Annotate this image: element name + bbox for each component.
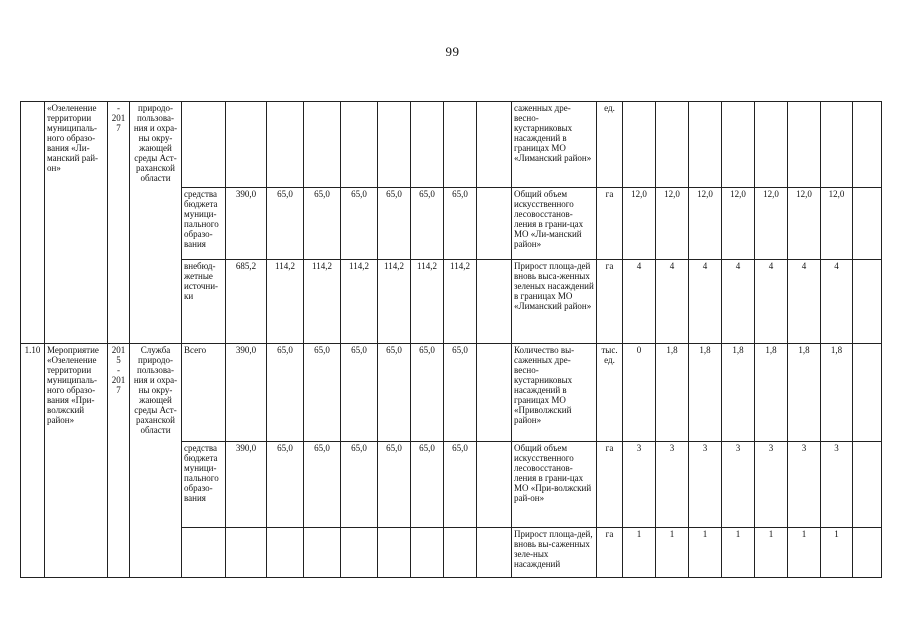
measure-name-cell: «Озеленение территории муниципаль-ного образо-вания «Ли-манский рай-он»: [45, 102, 108, 344]
executor-cell: Служба природо-пользова-ния и охра-ны окру-жающей среды Аст-раханской области: [130, 344, 182, 578]
funding-value-cell: 65,0: [411, 188, 444, 260]
funding-value-cell: 390,0: [226, 188, 267, 260]
indicator-value-cell: 4: [755, 260, 788, 344]
funding-value-cell: [477, 528, 512, 578]
funding-source-cell: [182, 528, 226, 578]
unit-cell: ед.: [597, 102, 623, 188]
unit-cell: га: [597, 260, 623, 344]
extra-cell: [853, 188, 882, 260]
funding-value-cell: 114,2: [378, 260, 411, 344]
extra-cell: [853, 442, 882, 528]
indicator-value-cell: [788, 102, 821, 188]
extra-cell: [853, 528, 882, 578]
program-table: [20, 101, 882, 578]
indicator-cell: Прирост площа-дей вновь выса-женных зеленых насаждений в границах МО «Лиманский район»: [512, 260, 597, 344]
funding-value-cell: 65,0: [411, 442, 444, 528]
funding-value-cell: 65,0: [444, 188, 477, 260]
executor-cell: природо-пользова-ния и охра-ны окру-жающей среды Аст-раханской области: [130, 102, 182, 344]
indicator-value-cell: 4: [623, 260, 656, 344]
indicator-value-cell: 3: [656, 442, 689, 528]
row-number-cell: [21, 102, 45, 344]
indicator-value-cell: 12,0: [623, 188, 656, 260]
funding-value-cell: [267, 528, 304, 578]
funding-value-cell: 65,0: [444, 344, 477, 442]
indicator-value-cell: 0: [623, 344, 656, 442]
funding-value-cell: 114,2: [304, 260, 341, 344]
indicator-value-cell: 1: [656, 528, 689, 578]
indicator-value-cell: [755, 102, 788, 188]
indicator-value-cell: 4: [788, 260, 821, 344]
funding-value-cell: 65,0: [341, 442, 378, 528]
indicator-value-cell: [722, 102, 755, 188]
funding-value-cell: [267, 102, 304, 188]
funding-value-cell: 65,0: [444, 442, 477, 528]
extra-cell: [853, 102, 882, 188]
table-row: [21, 102, 882, 188]
funding-value-cell: [477, 260, 512, 344]
indicator-cell: Общий объем искусственного лесовосстанов-ления в грани-цах МО «При-волжский рай-он»: [512, 442, 597, 528]
indicator-value-cell: 1: [755, 528, 788, 578]
funding-source-cell: средства бюджета муници-пального образо-вания: [182, 188, 226, 260]
page-number: 99: [445, 44, 460, 59]
indicator-value-cell: [623, 102, 656, 188]
row-number-cell: 1.10: [21, 344, 45, 578]
funding-value-cell: [341, 528, 378, 578]
funding-value-cell: 65,0: [267, 188, 304, 260]
indicator-value-cell: 12,0: [722, 188, 755, 260]
funding-source-cell: внебюд-жетные источни-ки: [182, 260, 226, 344]
funding-value-cell: 65,0: [304, 344, 341, 442]
funding-source-cell: Всего: [182, 344, 226, 442]
indicator-value-cell: 3: [689, 442, 722, 528]
funding-value-cell: [304, 102, 341, 188]
indicator-value-cell: 3: [722, 442, 755, 528]
indicator-value-cell: 1,8: [656, 344, 689, 442]
indicator-value-cell: 12,0: [689, 188, 722, 260]
indicator-value-cell: 3: [755, 442, 788, 528]
funding-source-cell: [182, 102, 226, 188]
funding-value-cell: 65,0: [378, 344, 411, 442]
funding-value-cell: 65,0: [341, 344, 378, 442]
indicator-value-cell: 1,8: [722, 344, 755, 442]
funding-value-cell: 114,2: [341, 260, 378, 344]
funding-value-cell: [477, 102, 512, 188]
funding-value-cell: 114,2: [411, 260, 444, 344]
indicator-value-cell: 1,8: [689, 344, 722, 442]
indicator-value-cell: 1: [689, 528, 722, 578]
funding-value-cell: 114,2: [444, 260, 477, 344]
indicator-value-cell: 4: [821, 260, 853, 344]
indicator-value-cell: [821, 102, 853, 188]
indicator-value-cell: 3: [623, 442, 656, 528]
indicator-value-cell: 1,8: [755, 344, 788, 442]
funding-value-cell: [477, 442, 512, 528]
funding-value-cell: [378, 102, 411, 188]
indicator-value-cell: 1: [623, 528, 656, 578]
funding-value-cell: 685,2: [226, 260, 267, 344]
indicator-value-cell: 1,8: [821, 344, 853, 442]
indicator-value-cell: 1: [788, 528, 821, 578]
funding-value-cell: 65,0: [304, 188, 341, 260]
funding-value-cell: [444, 528, 477, 578]
indicator-value-cell: 12,0: [788, 188, 821, 260]
indicator-value-cell: 1: [821, 528, 853, 578]
funding-value-cell: 65,0: [267, 344, 304, 442]
indicator-value-cell: 4: [722, 260, 755, 344]
funding-value-cell: [477, 188, 512, 260]
indicator-cell: Количество вы-саженных дре-весно-кустарниковых насаждений в границах МО «Приволжский район»: [512, 344, 597, 442]
funding-source-cell: средства бюджета муници-пального образо-вания: [182, 442, 226, 528]
funding-value-cell: 65,0: [378, 188, 411, 260]
funding-value-cell: [341, 102, 378, 188]
indicator-value-cell: [656, 102, 689, 188]
indicator-cell: Прирост площа-дей, вновь вы-саженных зеле-ных насаждений: [512, 528, 597, 578]
funding-value-cell: 390,0: [226, 344, 267, 442]
funding-value-cell: 65,0: [304, 442, 341, 528]
funding-value-cell: [226, 102, 267, 188]
indicator-value-cell: 4: [656, 260, 689, 344]
funding-value-cell: 65,0: [411, 344, 444, 442]
indicator-value-cell: 3: [788, 442, 821, 528]
funding-value-cell: 390,0: [226, 442, 267, 528]
indicator-value-cell: 1: [722, 528, 755, 578]
indicator-cell: саженных дре-весно-кустарниковых насаждений в границах МО «Лиманский район»: [512, 102, 597, 188]
years-cell: - 2017: [108, 102, 130, 344]
unit-cell: тыс. ед.: [597, 344, 623, 442]
funding-value-cell: [477, 344, 512, 442]
funding-value-cell: [378, 528, 411, 578]
funding-value-cell: [304, 528, 341, 578]
indicator-cell: Общий объем искусственного лесовосстанов-ления в грани-цах МО «Ли-манский район»: [512, 188, 597, 260]
indicator-value-cell: 1,8: [788, 344, 821, 442]
unit-cell: га: [597, 442, 623, 528]
unit-cell: га: [597, 188, 623, 260]
funding-value-cell: [226, 528, 267, 578]
years-cell: 2015 - 2017: [108, 344, 130, 578]
indicator-value-cell: [689, 102, 722, 188]
table-row: [21, 344, 882, 442]
indicator-value-cell: 4: [689, 260, 722, 344]
funding-value-cell: 114,2: [267, 260, 304, 344]
funding-value-cell: 65,0: [267, 442, 304, 528]
funding-value-cell: [411, 528, 444, 578]
indicator-value-cell: 3: [821, 442, 853, 528]
extra-cell: [853, 344, 882, 442]
funding-value-cell: 65,0: [341, 188, 378, 260]
indicator-value-cell: 12,0: [821, 188, 853, 260]
funding-value-cell: 65,0: [378, 442, 411, 528]
funding-value-cell: [411, 102, 444, 188]
extra-cell: [853, 260, 882, 344]
funding-value-cell: [444, 102, 477, 188]
measure-name-cell: Мероприятие «Озеленение территории муниципаль-ного образо-вания «При-волжский район»: [45, 344, 108, 578]
table-body: [21, 102, 882, 578]
indicator-value-cell: 12,0: [755, 188, 788, 260]
indicator-value-cell: 12,0: [656, 188, 689, 260]
unit-cell: га: [597, 528, 623, 578]
